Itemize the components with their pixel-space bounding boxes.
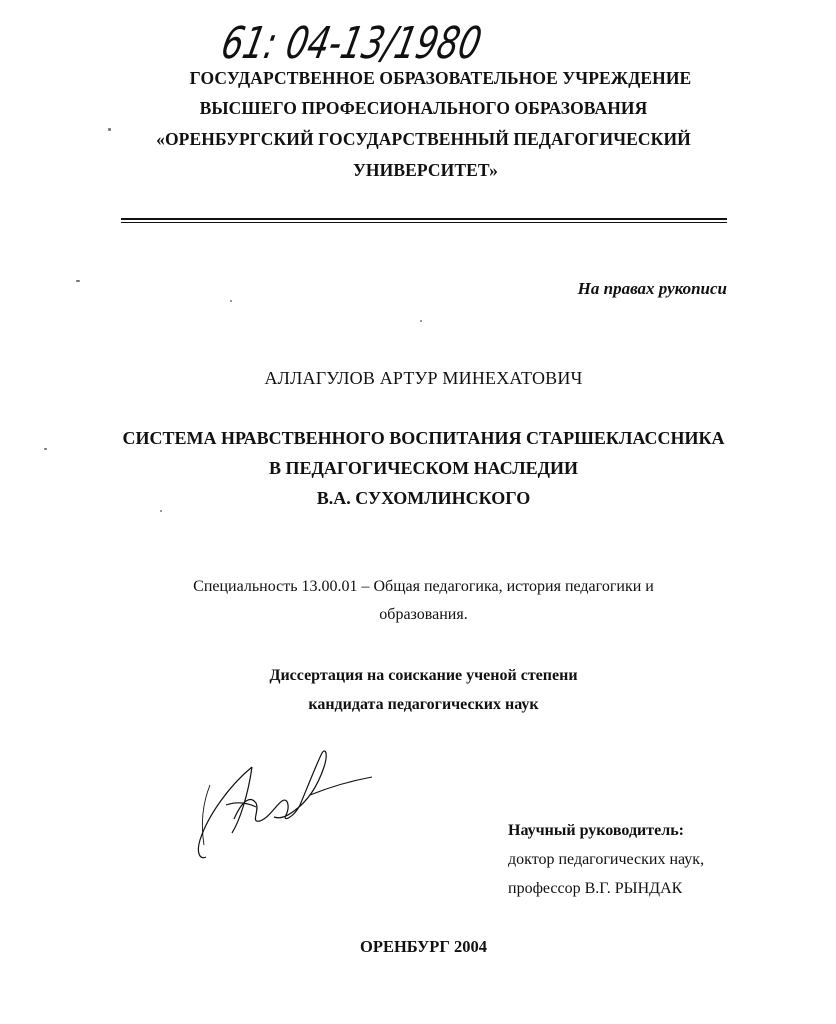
specialty-line-1: Специальность 13.00.01 – Общая педагогика, история педагогики и (193, 578, 654, 595)
institution-line-4: УНИВЕРСИТЕТ» (352, 160, 499, 180)
specialty-line-2: образования. (379, 606, 468, 623)
title-line-2: В ПЕДАГОГИЧЕСКОМ НАСЛЕДИИ (268, 458, 579, 478)
scan-speck (160, 510, 162, 512)
author-name: АЛЛАГУЛОВ АРТУР МИНЕХАТОВИЧ (264, 368, 583, 388)
scan-speck (44, 448, 47, 450)
manuscript-rights-note: На правах рукописи (577, 279, 727, 298)
dissertation-line-1: Диссертация на соискание ученой степени (269, 667, 578, 684)
scan-speck (420, 320, 422, 322)
handwritten-archive-number (217, 8, 568, 72)
svg-text:61: 04-13/1980: 61: 04-13/1980 (217, 18, 568, 69)
header-divider-thin (121, 222, 727, 223)
title-line-1: СИСТЕМА НРАВСТВЕННОГО ВОСПИТАНИЯ СТАРШЕКЛАССНИКА (122, 428, 725, 448)
author-signature (190, 745, 380, 865)
institution-line-3: «ОРЕНБУРГСКИЙ ГОСУДАРСТВЕННЫЙ ПЕДАГОГИЧЕСКИЙ (156, 129, 691, 149)
title-line-3: В.А. СУХОМЛИНСКОГО (316, 488, 531, 508)
supervisor-name: профессор В.Г. РЫНДАК (508, 880, 683, 897)
scan-speck (108, 128, 111, 131)
institution-line-1: ГОСУДАРСТВЕННОЕ ОБРАЗОВАТЕЛЬНОЕ УЧРЕЖДЕНИЕ (189, 68, 692, 88)
scan-speck (76, 280, 80, 282)
supervisor-heading: Научный руководитель: (508, 822, 684, 839)
city-year: ОРЕНБУРГ 2004 (360, 937, 487, 956)
header-divider-thick (121, 218, 727, 220)
supervisor-block (508, 816, 704, 903)
dissertation-line-2: кандидата педагогических наук (308, 696, 539, 713)
supervisor-degree: доктор педагогических наук, (508, 851, 705, 868)
scan-speck (230, 300, 232, 302)
institution-line-2: ВЫСШЕГО ПРОФЕСИОНАЛЬНОГО ОБРАЗОВАНИЯ (199, 98, 648, 118)
